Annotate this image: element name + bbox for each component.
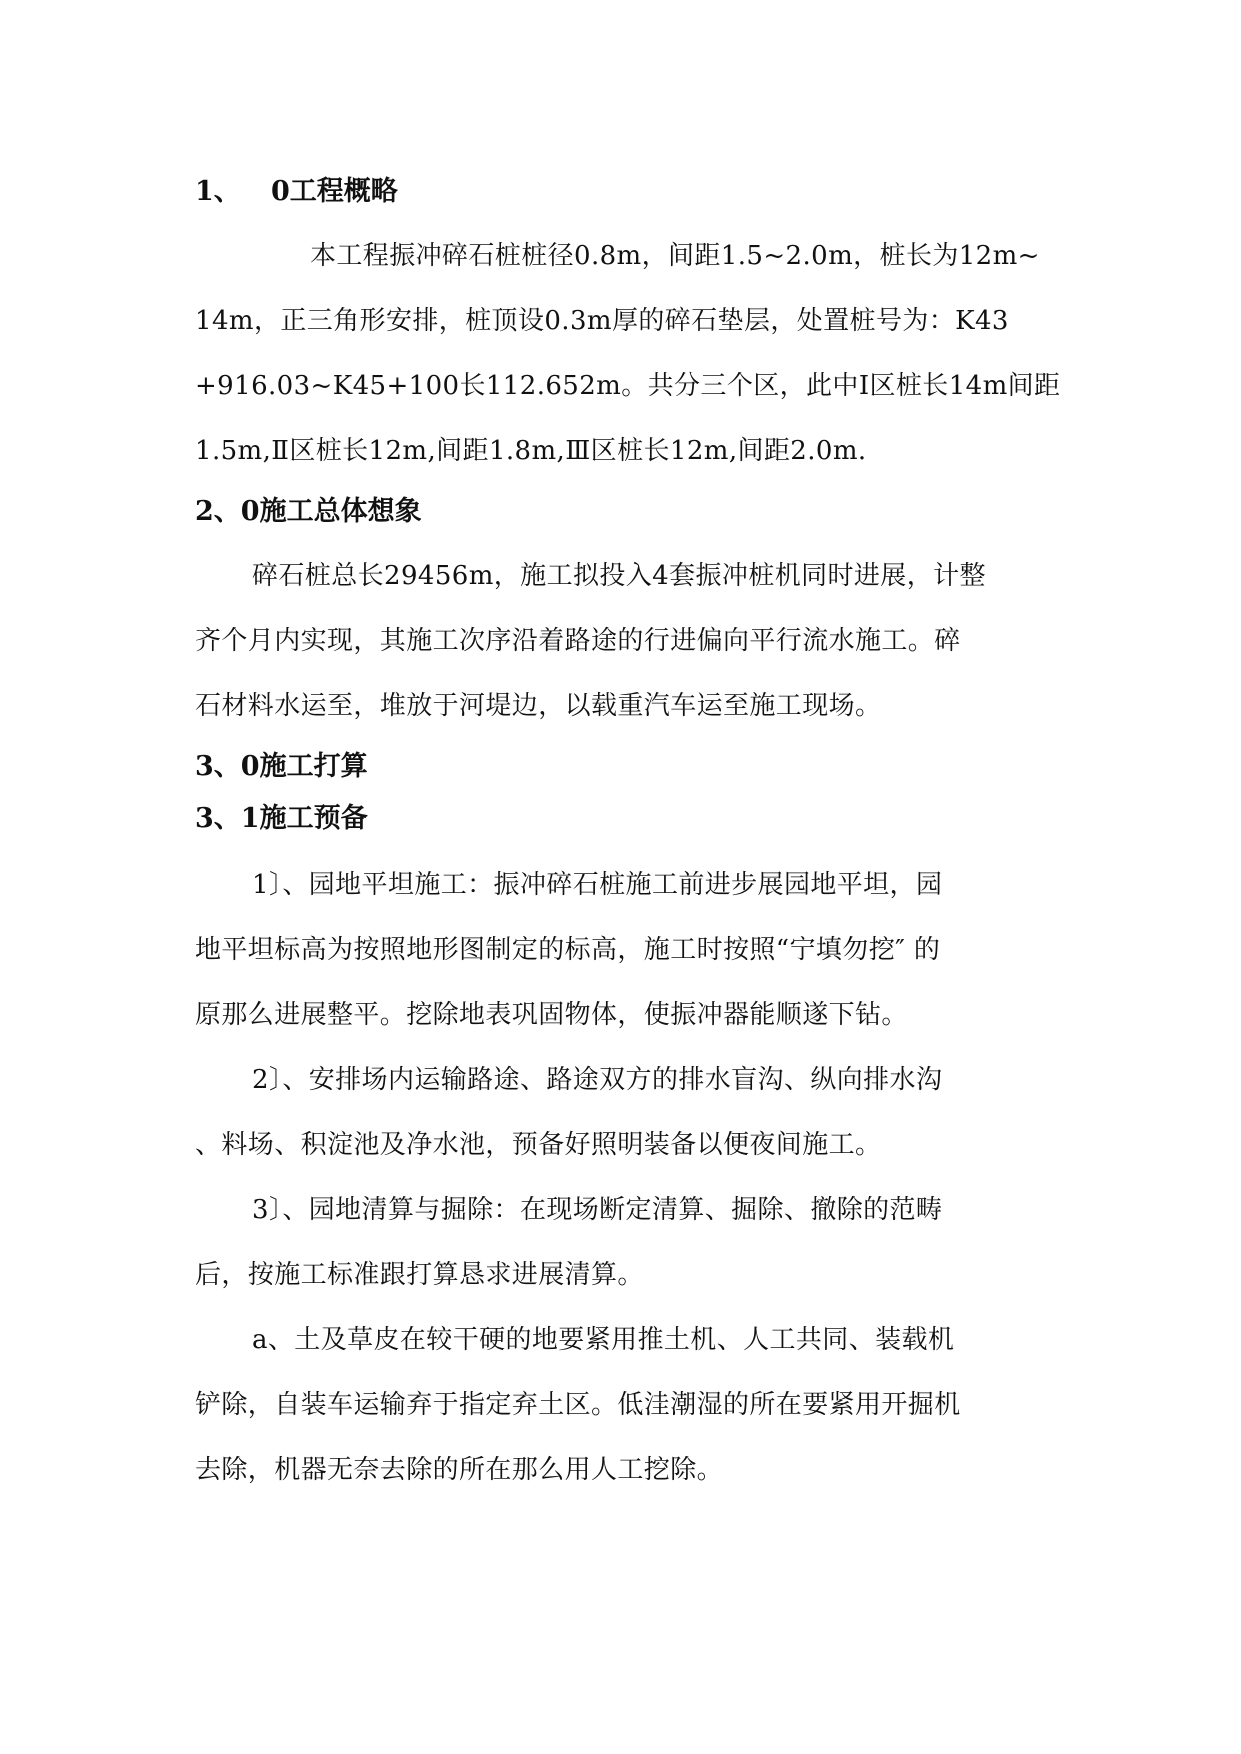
section-heading-1	[195, 172, 1055, 212]
paragraph-line: 14m，正三角形安排，桩顶设0.3m厚的碎石垫层，处置桩号为：K43	[195, 306, 1009, 336]
paragraph-line: 齐个月内实现，其施工次序沿着路途的行进偏向平行流水施工。碎	[195, 626, 961, 656]
section-number-1: 1、	[195, 176, 241, 207]
paragraph-line: 地平坦标高为按照地形图制定的标高，施工时按照“宁填勿挖″ 的	[195, 935, 941, 965]
paragraph-line: 铲除，自装车运输弃于指定弃土区。低洼潮湿的所在要紧用开掘机	[195, 1390, 961, 1420]
section-title-1: 0工程概略	[271, 176, 398, 207]
paragraph-line: 后，按施工标准跟打算恳求进展清算。	[195, 1260, 644, 1290]
paragraph-line: +916.03~K45+100长112.652m。共分三个区，此中Ⅰ区桩长14m间距	[195, 371, 1061, 401]
paragraph-line: 原那么进展整平。挖除地表巩固物体，使振冲器能顺遂下钻。	[195, 1000, 908, 1030]
document-body	[195, 150, 1061, 1503]
section-heading-2: 2、0施工总体想象	[195, 496, 422, 527]
paragraph-line: 本工程振冲碎石桩桩径0.8m，间距1.5~2.0m，桩长为12m~	[310, 241, 1040, 271]
section-heading-3: 3、0施工打算	[195, 751, 368, 782]
paragraph-line: 1.5m,Ⅱ区桩长12m,间距1.8m,Ⅲ区桩长12m,间距2.0m.	[195, 436, 867, 466]
paragraph-line: 1〕、园地平坦施工：振冲碎石桩施工前进步展园地平坦，园	[252, 870, 943, 900]
paragraph-line: 碎石桩总长29456m，施工拟投入4套振冲桩机同时进展，计整	[252, 561, 986, 591]
paragraph-line: 2〕、安排场内运输路途、路途双方的排水盲沟、纵向排水沟	[252, 1065, 943, 1095]
section-heading-3-1: 3、1施工预备	[195, 803, 368, 834]
paragraph-line: 、料场、积淀池及净水池，预备好照明装备以便夜间施工。	[195, 1130, 882, 1160]
paragraph-line: 3〕、园地清算与掘除：在现场断定清算、掘除、撤除的范畴	[252, 1195, 943, 1225]
paragraph-line: 石材料水运至，堆放于河堤边，以载重汽车运至施工现场。	[195, 691, 882, 721]
paragraph-line: a、土及草皮在较干硬的地要紧用推土机、人工共同、装载机	[252, 1325, 955, 1355]
paragraph-line: 去除，机器无奈去除的所在那么用人工挖除。	[195, 1455, 724, 1485]
